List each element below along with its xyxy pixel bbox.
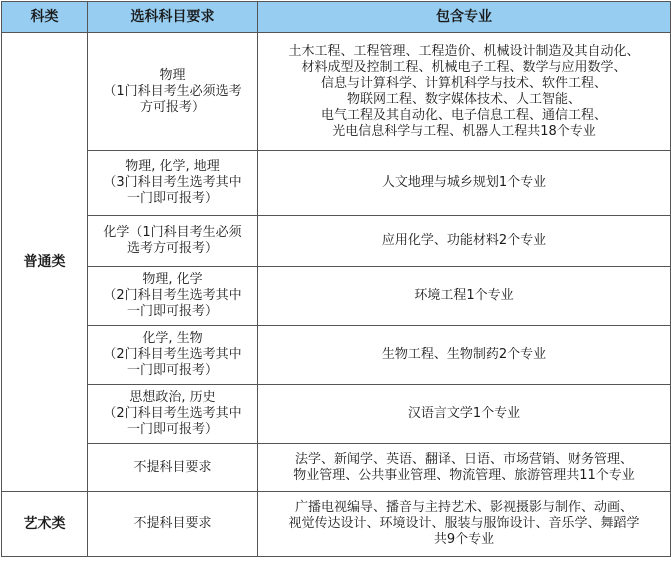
requirement-cell xyxy=(88,326,258,385)
majors-line: 土木工程、工程管理、工程造价、机械设计制造及其自动化、 xyxy=(288,43,640,59)
requirement-line: （2门科目考生选考其中 xyxy=(103,288,242,303)
table-row xyxy=(2,267,671,326)
requirement-line: （1门科目考生必须选考 xyxy=(103,83,242,99)
majors-cell xyxy=(258,267,671,326)
majors-line: 广播电视编导、播音与主持艺术、影视摄影与制作、动画、 xyxy=(294,500,633,515)
majors-line: 法学、新闻学、英语、翻译、日语、市场营销、财务管理、 xyxy=(294,451,633,467)
requirement-line: 一门即可报考） xyxy=(126,363,218,378)
requirement-cell xyxy=(88,267,258,326)
requirement-line: 物理, 化学, 地理 xyxy=(125,159,220,174)
table-row xyxy=(2,33,671,151)
requirement-line: （3门科目考生选考其中 xyxy=(103,175,242,190)
requirement-line: 一门即可报考） xyxy=(126,422,218,437)
requirement-cell xyxy=(88,444,258,492)
table-row xyxy=(2,385,671,444)
table-row xyxy=(2,151,671,216)
majors-line: 人文地理与城乡规划1个专业 xyxy=(381,175,547,190)
majors-cell xyxy=(258,444,671,492)
majors-line: 电气工程及其自动化、电子信息工程、通信工程、 xyxy=(320,107,607,123)
requirement-line: 思想政治, 历史 xyxy=(129,390,216,405)
majors-line: 环境工程1个专业 xyxy=(414,288,514,303)
requirement-line: 方可报考） xyxy=(139,99,205,115)
majors-cell xyxy=(258,326,671,385)
requirement-line: 一门即可报考） xyxy=(126,304,218,319)
majors-cell xyxy=(258,151,671,216)
requirement-cell xyxy=(88,385,258,444)
table-row xyxy=(2,492,671,557)
table-row xyxy=(2,216,671,267)
category-cell-art: 艺术类 xyxy=(2,492,88,557)
majors-line: 共9个专业 xyxy=(433,532,495,547)
majors-line: 光电信息科学与工程、机器人工程共18个专业 xyxy=(332,123,596,139)
requirement-line: （2门科目考生选考其中 xyxy=(103,406,242,421)
requirement-line: 不提科目要求 xyxy=(133,459,212,475)
majors-line: 材料成型及控制工程、机械电子工程、数学与应用数学、 xyxy=(301,59,627,75)
requirement-line: 化学（1门科目考生必须 xyxy=(103,225,242,240)
requirement-cell xyxy=(88,216,258,267)
requirement-line: 化学, 生物 xyxy=(142,331,203,346)
majors-table xyxy=(1,1,671,557)
majors-line: 汉语言文学1个专业 xyxy=(407,406,521,421)
requirement-cell xyxy=(88,151,258,216)
majors-line: 应用化学、功能材料2个专业 xyxy=(381,233,547,248)
requirement-line: 物理 xyxy=(159,67,186,83)
majors-line: 生物工程、生物制药2个专业 xyxy=(381,347,547,362)
requirement-line: 选考方可报考） xyxy=(126,241,218,256)
majors-line: 物业管理、公共事业管理、物流管理、旅游管理共11个专业 xyxy=(293,467,635,483)
requirement-line: 物理, 化学 xyxy=(142,272,203,287)
majors-line: 视觉传达设计、环境设计、服装与服饰设计、音乐学、舞蹈学 xyxy=(288,516,640,531)
header-subject-requirement: 选科科目要求 xyxy=(88,2,258,33)
table-row xyxy=(2,444,671,492)
majors-cell xyxy=(258,385,671,444)
majors-cell xyxy=(258,492,671,557)
header-row xyxy=(2,2,671,33)
majors-cell xyxy=(258,33,671,151)
requirement-cell xyxy=(88,492,258,557)
category-cell-general: 普通类 xyxy=(2,33,88,492)
majors-cell xyxy=(258,216,671,267)
requirement-cell xyxy=(88,33,258,151)
requirement-line: 不提科目要求 xyxy=(133,516,212,531)
table-row xyxy=(2,326,671,385)
requirement-line: （2门科目考生选考其中 xyxy=(103,347,242,362)
header-category: 科类 xyxy=(2,2,88,33)
majors-line: 信息与计算科学、计算机科学与技术、软件工程、 xyxy=(320,75,607,91)
header-majors: 包含专业 xyxy=(258,2,671,33)
majors-line: 物联网工程、数字媒体技术、人工智能、 xyxy=(346,91,581,107)
requirement-line: 一门即可报考） xyxy=(126,191,218,206)
